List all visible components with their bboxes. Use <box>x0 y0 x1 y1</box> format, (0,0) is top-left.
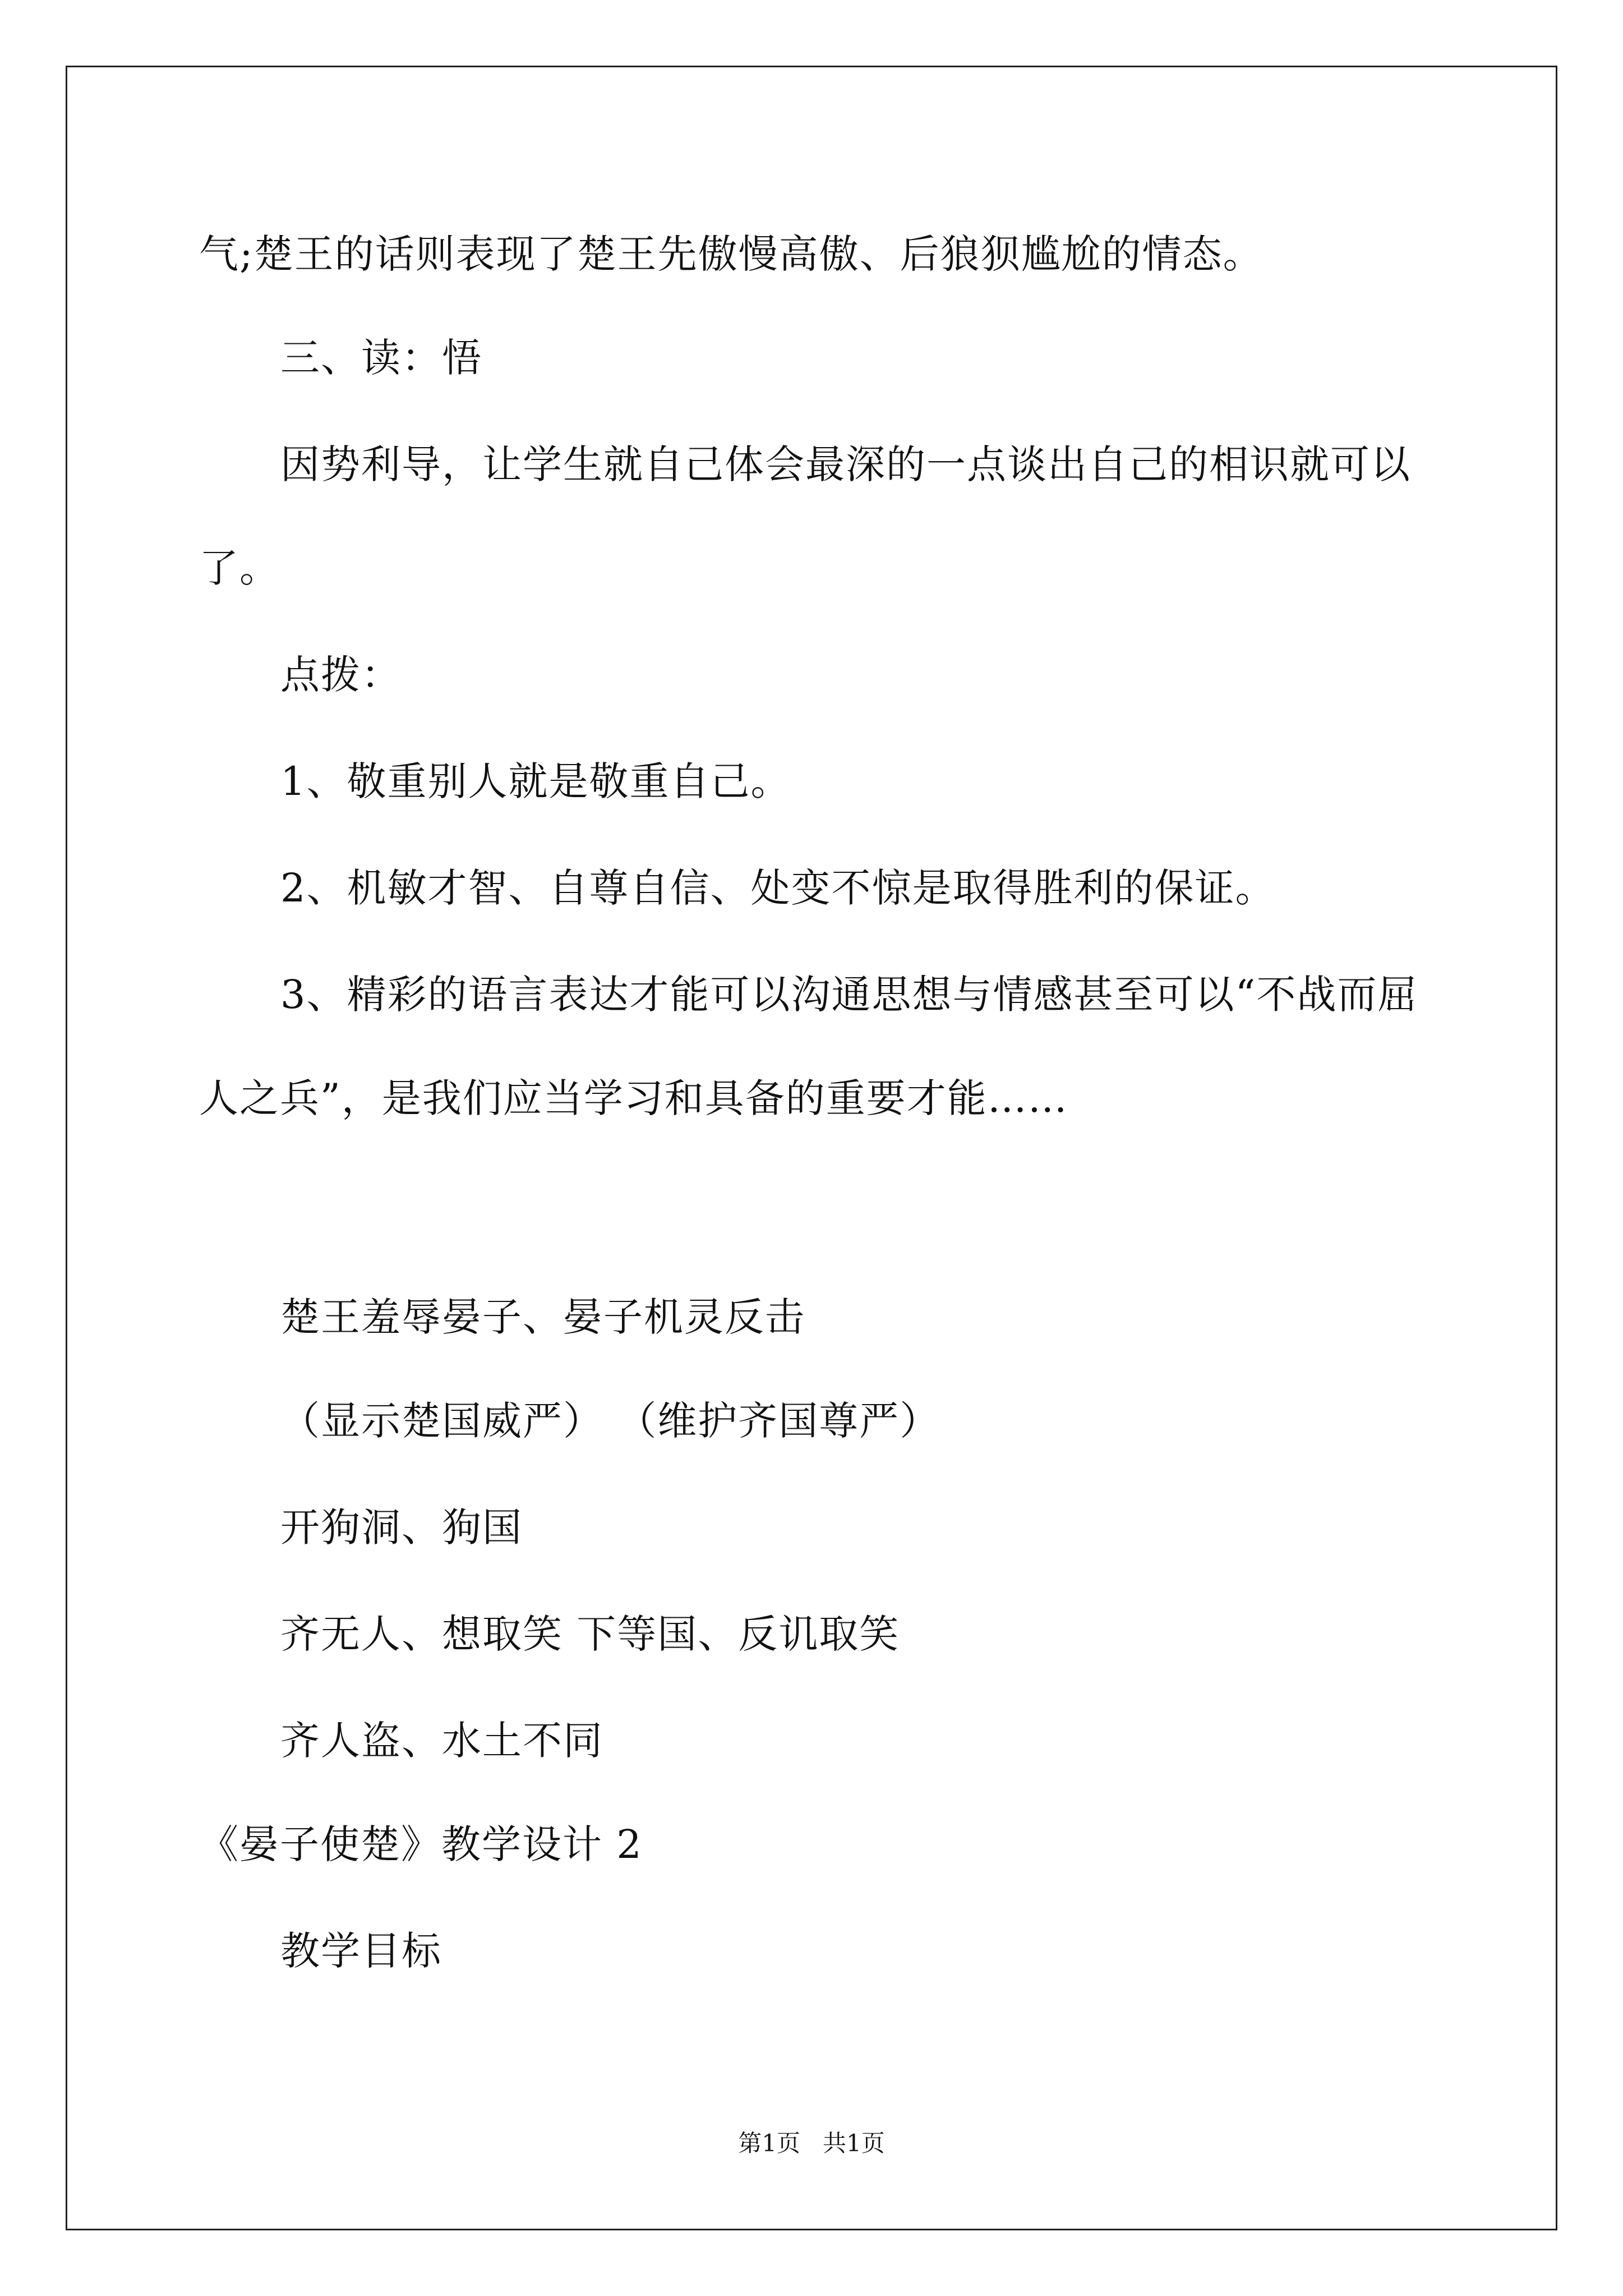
blackboard-line-4: 齐无人、想取笑 下等国、反讥取笑 <box>280 1611 900 1657</box>
page-border <box>66 66 1557 2230</box>
list-item-3: 3、精彩的语言表达才能可以沟通思想与情感甚至可以“不战而屈 <box>280 972 1418 1018</box>
blackboard-line-5: 齐人盗、水土不同 <box>280 1718 603 1764</box>
section-title: 《晏子使楚》教学设计 2 <box>199 1821 643 1867</box>
blackboard-line-2: （显示楚国威严） （维护齐国尊严） <box>280 1398 940 1444</box>
page-footer: 第1页 共1页 <box>738 2129 885 2157</box>
list-item-2: 2、机敏才智、自尊自信、处变不惊是取得胜利的保证。 <box>280 865 1276 911</box>
blackboard-line-1: 楚王羞辱晏子、晏子机灵反击 <box>280 1294 805 1340</box>
list-item-3-cont: 人之兵”，是我们应当学习和具备的重要才能…… <box>199 1075 1068 1121</box>
text-line-4: 了。 <box>199 545 280 591</box>
blackboard-line-3: 开狗洞、狗国 <box>280 1504 523 1550</box>
text-line-1: 气;楚王的话则表现了楚王先傲慢高傲、后狼狈尴尬的情态。 <box>199 231 1264 277</box>
list-item-1: 1、敬重别人就是敬重自己。 <box>280 758 791 804</box>
text-line-3: 因势利导，让学生就自己体会最深的一点谈出自己的相识就可以 <box>280 441 1411 487</box>
section-heading-read: 三、读：悟 <box>280 335 482 381</box>
subheading-teaching-goals: 教学目标 <box>280 1928 442 1974</box>
text-line-hint: 点拨： <box>280 652 402 698</box>
